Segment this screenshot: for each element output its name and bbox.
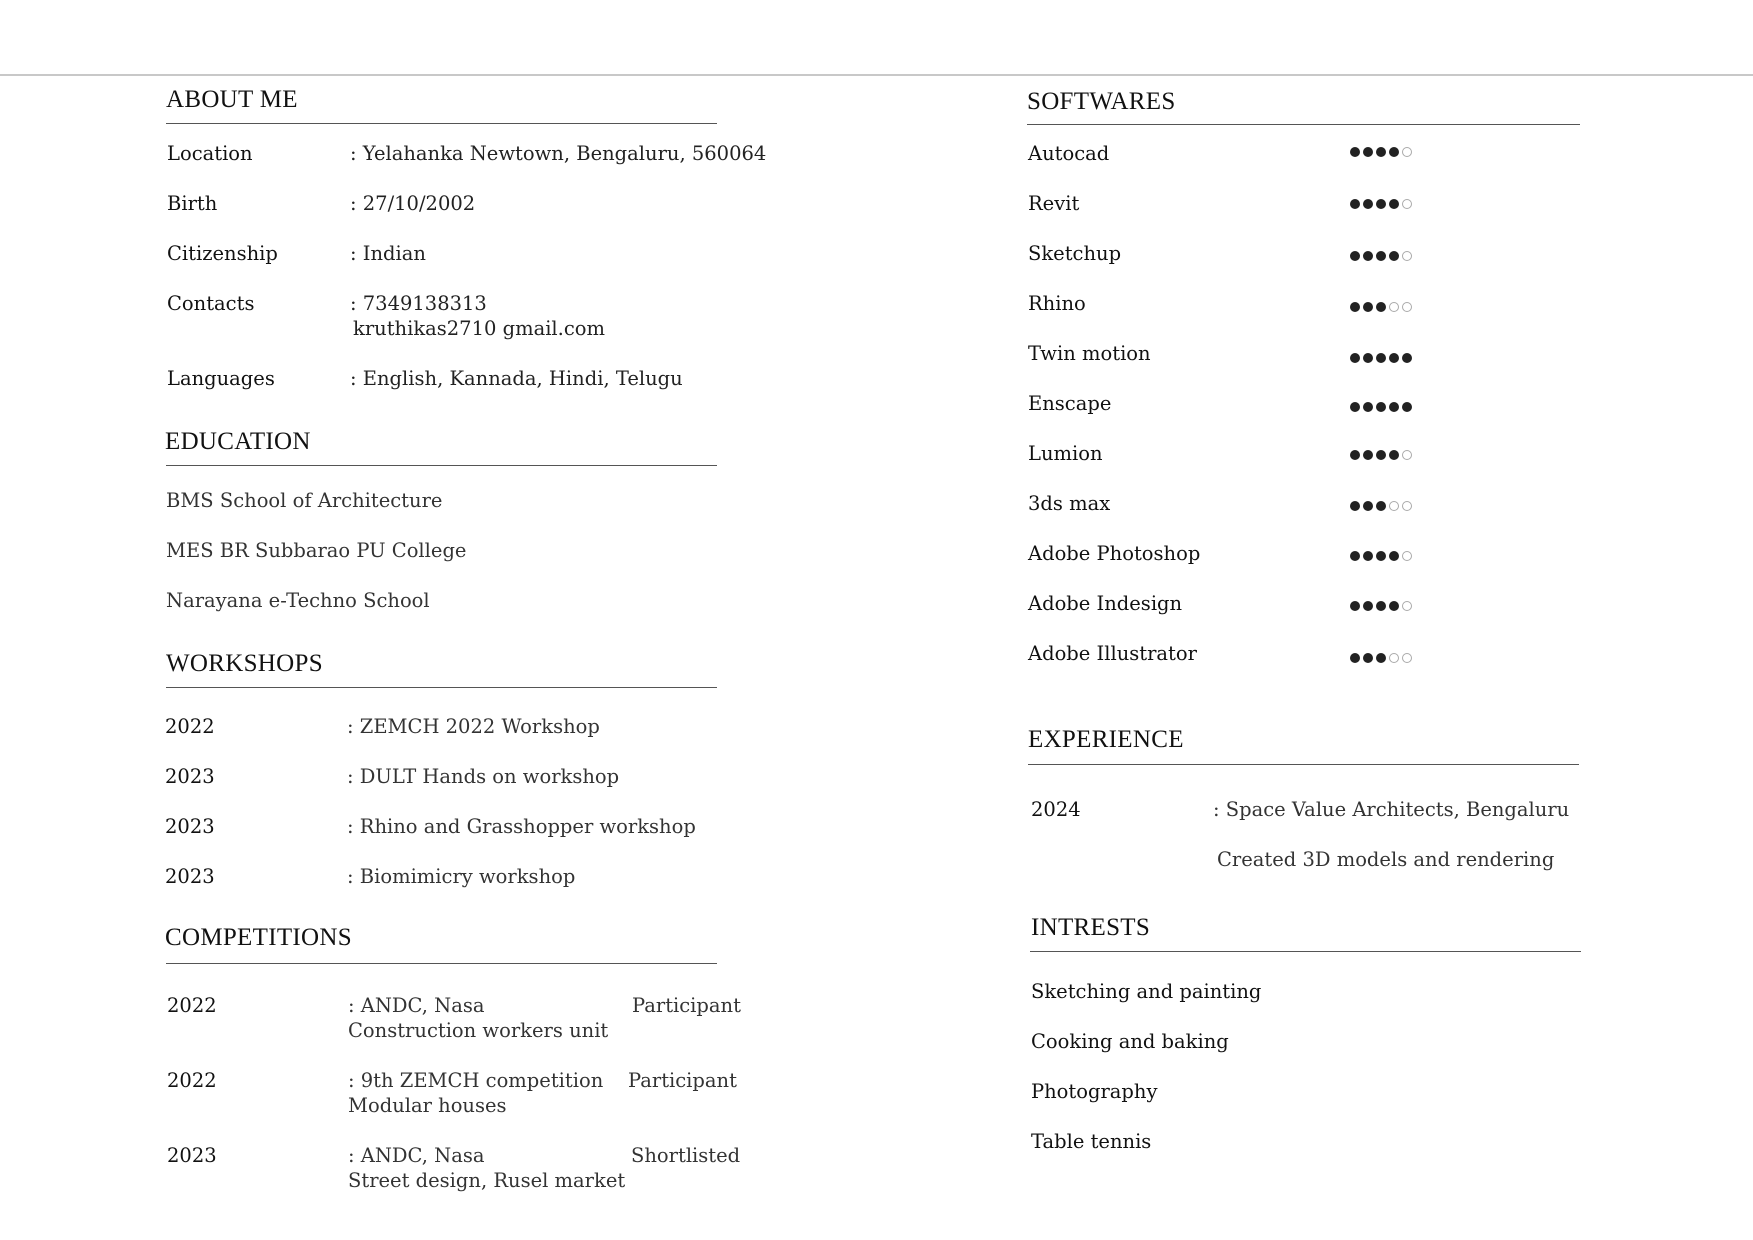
rating-dot-filled [1389,199,1399,209]
rating-dot-filled [1389,402,1399,412]
rating-dot-filled [1350,251,1360,261]
rating-dot-filled [1350,402,1360,412]
rating-dot-filled [1350,199,1360,209]
rating-dot-filled [1376,402,1386,412]
rating-dot-filled [1376,501,1386,511]
software-name: Lumion [1028,442,1103,465]
about-label-citizenship: Citizenship [167,242,278,265]
software-rating [1350,302,1412,312]
software-rating [1350,402,1412,412]
interest-item: Cooking and baking [1031,1030,1229,1053]
rating-dot-filled [1389,450,1399,460]
interest-item: Table tennis [1031,1130,1152,1153]
competition-name: : ANDC, Nasa [348,994,485,1017]
education-heading-rule [166,465,717,466]
software-rating [1350,251,1412,261]
rating-dot-filled [1350,653,1360,663]
rating-dot-filled [1363,501,1373,511]
rating-dot-filled [1376,551,1386,561]
rating-dot-filled [1363,653,1373,663]
about-label-languages: Languages [167,367,275,390]
about-value-email: kruthikas2710 gmail.com [353,317,606,340]
software-name: Adobe Photoshop [1028,542,1201,565]
about-label-birth: Birth [167,192,218,215]
competition-detail: Modular houses [348,1094,507,1117]
workshop-year: 2023 [165,815,215,838]
workshop-name: : Rhino and Grasshopper workshop [347,815,696,838]
rating-dot-empty [1402,251,1412,261]
experience-heading-rule [1028,764,1579,765]
rating-dot-filled [1389,601,1399,611]
software-rating [1350,501,1412,511]
software-rating [1350,199,1412,209]
rating-dot-filled [1402,353,1412,363]
rating-dot-empty [1389,501,1399,511]
page-top-divider [0,74,1753,76]
software-rating [1350,551,1412,561]
about-label-contacts: Contacts [167,292,255,315]
workshops-heading-rule [166,687,717,688]
education-item: BMS School of Architecture [166,489,443,512]
education-item: Narayana e-Techno School [166,589,430,612]
rating-dot-filled [1363,353,1373,363]
rating-dot-empty [1402,199,1412,209]
workshop-name: : Biomimicry workshop [347,865,576,888]
competition-detail: Street design, Rusel market [348,1169,626,1192]
rating-dot-filled [1376,450,1386,460]
software-rating [1350,147,1412,157]
software-name: Rhino [1028,292,1086,315]
rating-dot-empty [1402,601,1412,611]
workshop-name: : ZEMCH 2022 Workshop [347,715,600,738]
rating-dot-filled [1376,601,1386,611]
rating-dot-filled [1376,199,1386,209]
rating-dot-empty [1402,450,1412,460]
rating-dot-filled [1389,147,1399,157]
software-name: Sketchup [1028,242,1122,265]
rating-dot-filled [1350,601,1360,611]
experience-company: : Space Value Architects, Bengaluru [1213,798,1570,821]
rating-dot-empty [1402,653,1412,663]
about-value-birth: : 27/10/2002 [350,192,476,215]
softwares-heading: SOFTWARES [1027,88,1176,115]
about-heading-rule [166,123,717,124]
competitions-heading: COMPETITIONS [165,924,352,951]
interest-item: Photography [1031,1080,1158,1103]
interests-heading-rule [1030,951,1581,952]
rating-dot-filled [1350,353,1360,363]
about-heading: ABOUT ME [166,86,298,113]
software-rating [1350,653,1412,663]
rating-dot-filled [1376,302,1386,312]
rating-dot-filled [1389,551,1399,561]
experience-description: Created 3D models and rendering [1217,848,1555,871]
workshop-year: 2023 [165,765,215,788]
competition-year: 2022 [167,1069,217,1092]
competition-result: Shortlisted [631,1144,741,1167]
rating-dot-filled [1389,353,1399,363]
education-item: MES BR Subbarao PU College [166,539,467,562]
software-rating [1350,450,1412,460]
rating-dot-filled [1363,199,1373,209]
about-value-location: : Yelahanka Newtown, Bengaluru, 560064 [350,142,767,165]
about-value-phone: : 7349138313 [350,292,487,315]
rating-dot-filled [1363,601,1373,611]
competition-name: : ANDC, Nasa [348,1144,485,1167]
software-name: Twin motion [1028,342,1151,365]
rating-dot-filled [1376,653,1386,663]
workshops-heading: WORKSHOPS [166,650,323,677]
software-name: 3ds max [1028,492,1111,515]
rating-dot-empty [1402,501,1412,511]
rating-dot-filled [1363,551,1373,561]
competition-year: 2023 [167,1144,217,1167]
rating-dot-filled [1363,302,1373,312]
software-name: Adobe Illustrator [1028,642,1197,665]
software-name: Autocad [1028,142,1110,165]
software-name: Revit [1028,192,1080,215]
rating-dot-filled [1376,353,1386,363]
education-heading: EDUCATION [165,428,311,455]
competitions-heading-rule [166,963,717,964]
competition-name: : 9th ZEMCH competition [348,1069,604,1092]
interest-item: Sketching and painting [1031,980,1262,1003]
about-label-location: Location [167,142,253,165]
rating-dot-filled [1363,251,1373,261]
workshop-name: : DULT Hands on workshop [347,765,620,788]
competition-result: Participant [632,994,741,1017]
softwares-heading-rule [1027,124,1580,125]
competition-result: Participant [628,1069,737,1092]
interests-heading: INTRESTS [1031,914,1151,941]
rating-dot-filled [1363,147,1373,157]
rating-dot-filled [1350,147,1360,157]
rating-dot-filled [1350,551,1360,561]
software-name: Enscape [1028,392,1112,415]
rating-dot-filled [1350,302,1360,312]
rating-dot-filled [1376,251,1386,261]
rating-dot-filled [1363,450,1373,460]
software-name: Adobe Indesign [1028,592,1183,615]
rating-dot-filled [1350,450,1360,460]
rating-dot-empty [1402,147,1412,157]
rating-dot-filled [1376,147,1386,157]
competition-detail: Construction workers unit [348,1019,609,1042]
software-rating [1350,601,1412,611]
workshop-year: 2023 [165,865,215,888]
rating-dot-empty [1402,551,1412,561]
rating-dot-filled [1402,402,1412,412]
workshop-year: 2022 [165,715,215,738]
rating-dot-empty [1389,653,1399,663]
experience-heading: EXPERIENCE [1028,726,1184,753]
rating-dot-filled [1350,501,1360,511]
rating-dot-empty [1402,302,1412,312]
software-rating [1350,353,1412,363]
rating-dot-empty [1389,302,1399,312]
rating-dot-filled [1389,251,1399,261]
about-value-languages: : English, Kannada, Hindi, Telugu [350,367,683,390]
rating-dot-filled [1363,402,1373,412]
about-value-citizenship: : Indian [350,242,426,265]
competition-year: 2022 [167,994,217,1017]
experience-year: 2024 [1031,798,1081,821]
